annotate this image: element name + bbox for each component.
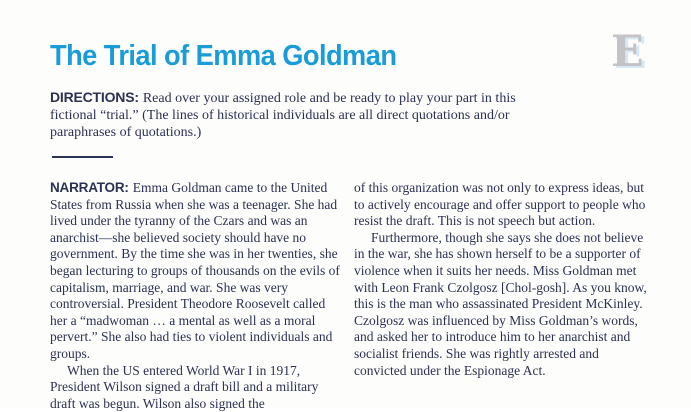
directions-paragraph [50,89,528,141]
right-column-paragraph-1: of this organization was not only to express ideas, but to actively encourage and offer support to people who resist the draft. This is not speech but action. [354,180,646,229]
right-column-paragraph-2: Furthermore, though she says she does not believe in the war, she has shown herself to be a supporter of violence when it suits her needs. Miss Goldman met with Leon Frank Czolgosz [Chol-gosh]. As you know, this is the man who assassinated President McKinley. Czolgosz was influenced by Miss Goldman’s words, and asked her to introduce him to her anarchist and socialist friends. She was rightly arrested and convicted under the Espionage Act. [354,229,647,378]
section-letter-badge: E [611,27,644,77]
divider-line [52,156,113,158]
right-column [354,180,651,412]
left-column-paragraph-2: When the US entered World War I in 1917, President Wilson signed a draft bill and a military draft was begun. Wilson also signed the [50,362,319,411]
narrator-label: NARRATOR: [50,180,129,195]
narrator-paragraph-text: Emma Goldman came to the United States from Russia when she was a teenager. She had lived under the tyranny of the Czars and was an anarchist—she believed society should have no government. By the time she was in her twenties, she began lecturing to groups of thousands on the evils of capitalism, marriage, and war. She was very controversial. President Theodore Roosevelt called her a “madwoman … a mental as well as a moral pervert.” She also had ties to violent individuals and groups. [50,180,340,361]
directions-label: DIRECTIONS: [50,89,139,105]
narrator-paragraph [50,180,345,363]
page-title: The Trial of Emma Goldman [50,40,397,72]
two-column-body [50,180,651,412]
left-column [50,180,345,412]
directions-text: Read over your assigned role and be ready to play your part in this fictional “trial.” (The lines of historical individuals are all direct quotations and/or paraphrases of quotations.) [50,91,516,140]
